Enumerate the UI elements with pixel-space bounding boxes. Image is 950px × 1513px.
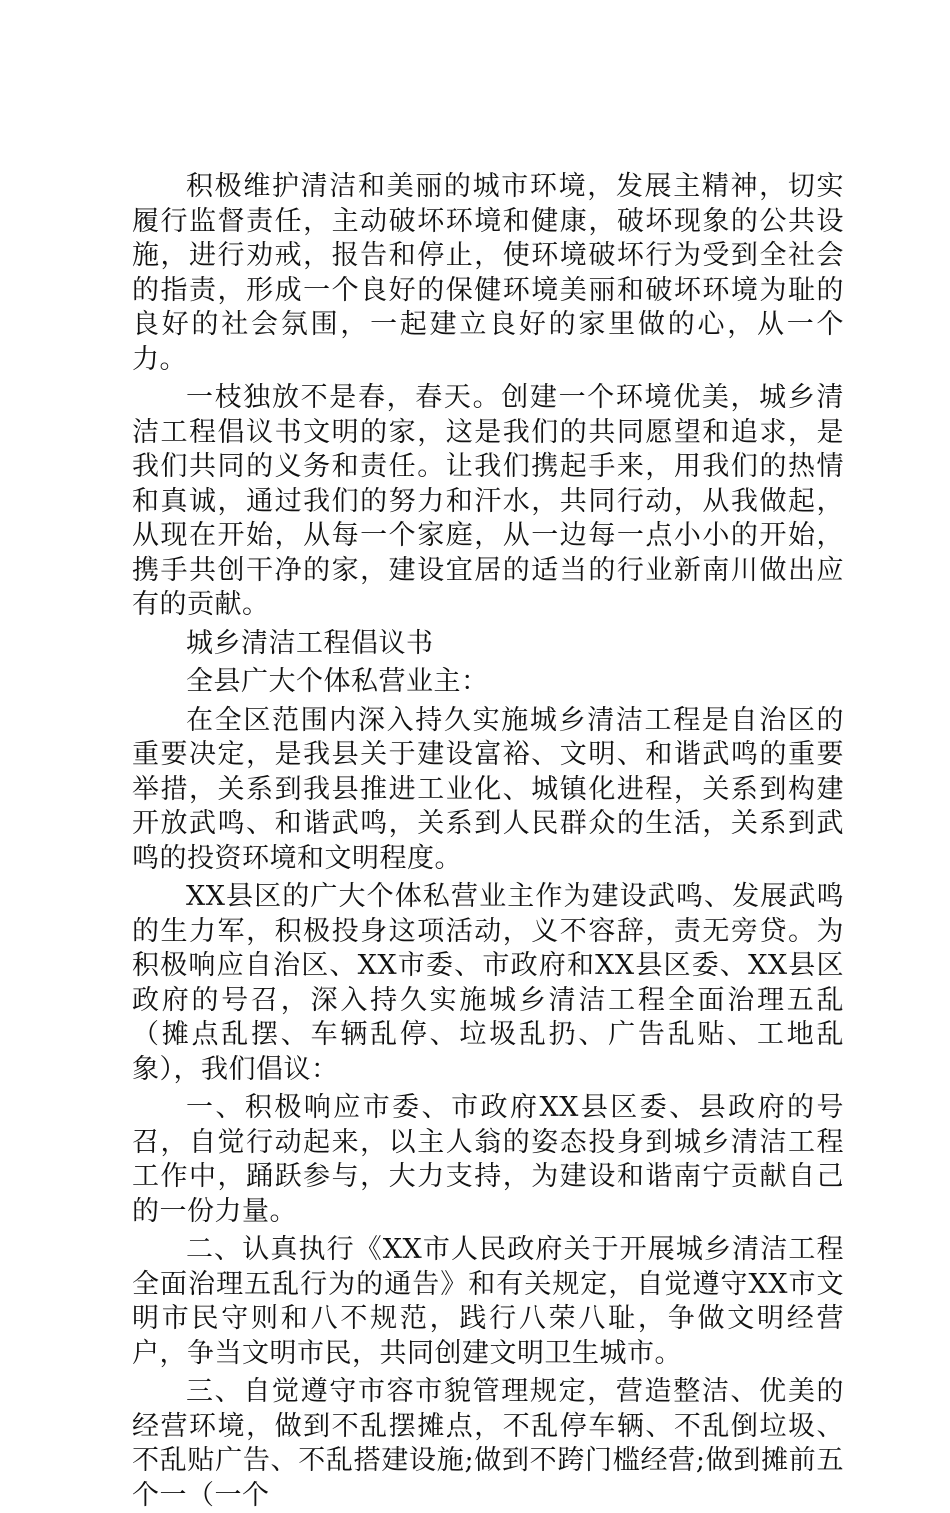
proposal-item-2: 二、认真执行《XX市人民政府关于开展城乡清洁工程全面治理五乱行为的通告》和有关规定，自觉遵守XX市文明市民守则和八不规范，践行八荣八耻，争做文明经营户，争当文明市民，共同创建文明卫生城市。	[132, 1234, 844, 1369]
salutation: 全县广大个体私营业主：	[186, 666, 489, 697]
proposal-item-1: 一、积极响应市委、市政府XX县区委、县政府的号召，自觉行动起来，以主人翁的姿态投身到城乡清洁工程工作中，踊跃参与，大力支持，为建设和谐南宁贡献自己的一份力量。	[132, 1092, 844, 1227]
paragraph-maintain-environment: 积极维护清洁和美丽的城市环境，发展主精神，切实履行监督责任，主动破坏环境和健康，破坏现象的公共设施，进行劝戒，报告和停止，使环境破坏行为受到全社会的指责，形成一个良好的保健环境美丽和破坏环境为耻的良好的社会氛围，一起建立良好的家里做的心，从一个力。	[132, 171, 844, 375]
document-body	[132, 170, 844, 1513]
document-title: 城乡清洁工程倡议书	[186, 627, 434, 659]
paragraph-business-owners: XX县区的广大个体私营业主作为建设武鸣、发展武鸣的生力军，积极投身这项活动，义不容辞，责无旁贷。为积极响应自治区、XX市委、市政府和XX县区委、XX县区政府的号召，深入持久实施城乡清洁工程全面治理五乱（摊点乱摆、车辆乱停、垃圾乱扔、广告乱贴、工地乱象），我们倡议：	[132, 881, 844, 1085]
paragraph-intro: 在全区范围内深入持久实施城乡清洁工程是自治区的重要决定，是我县关于建设富裕、文明、和谐武鸣的重要举措，关系到我县推进工业化、城镇化进程，关系到构建开放武鸣、和谐武鸣，关系到人民群众的生活，关系到武鸣的投资环境和文明程度。	[132, 704, 844, 874]
proposal-item-3: 三、自觉遵守市容市貌管理规定，营造整洁、优美的经营环境，做到不乱摆摊点，不乱停车辆、不乱倒垃圾、不乱贴广告、不乱搭建设施;做到不跨门槛经营;做到摊前五个一（一个	[132, 1376, 844, 1511]
paragraph-one-flower: 一枝独放不是春，春天。创建一个环境优美，城乡清洁工程倡议书文明的家，这是我们的共同愿望和追求，是我们共同的义务和责任。让我们携起手来，用我们的热情和真诚，通过我们的努力和汗水，共同行动，从我做起，从现在开始，从每一个家庭，从一边每一点小小的开始，携手共创干净的家，建设宜居的适当的行业新南川做出应有的贡献。	[132, 382, 844, 620]
